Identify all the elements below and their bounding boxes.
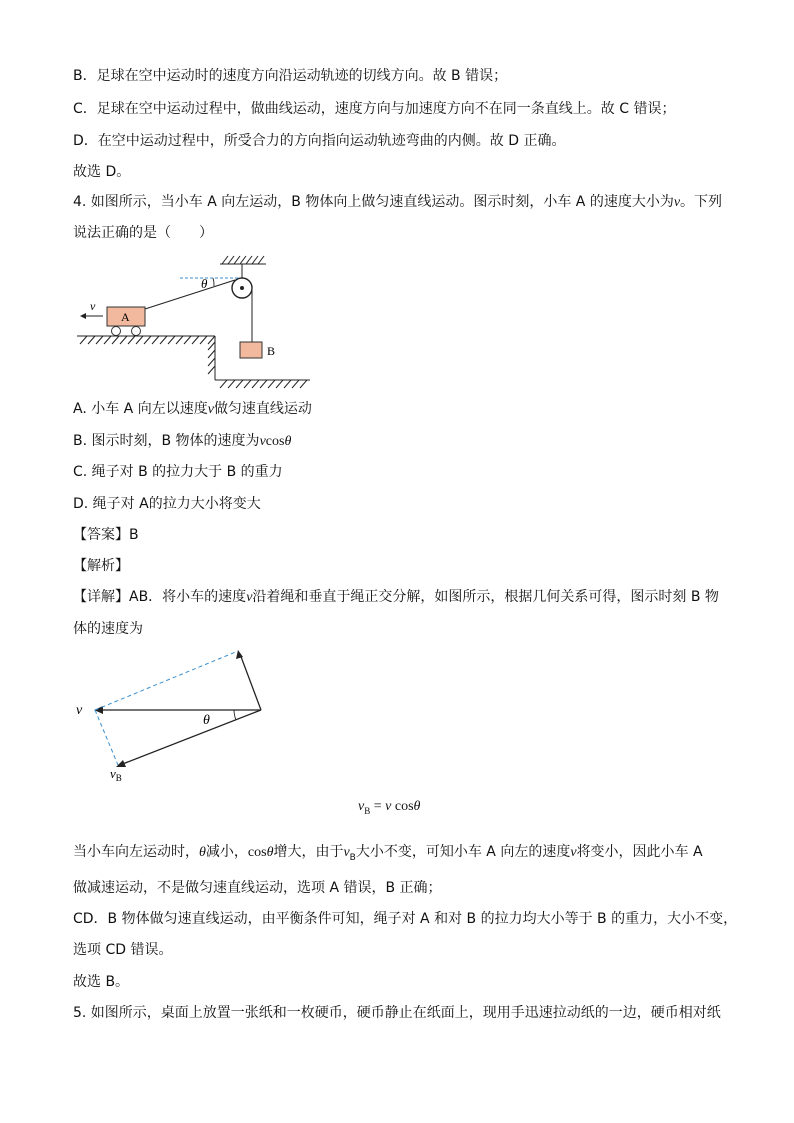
question-text: 4. 如图所示，当小车 A 向左运动，B 物体向上做匀速直线运动。图示时刻，小车 A 的速度大小为 — [73, 194, 674, 210]
analysis-line — [73, 556, 129, 576]
answer-value: B — [129, 527, 139, 543]
cos-text: cos — [247, 845, 267, 860]
option-c — [73, 462, 283, 482]
cart-wheel-right — [132, 327, 141, 336]
question-text-end: 。下列 — [680, 194, 723, 210]
explain-text: 增大，由于 — [273, 844, 344, 860]
vector-perpendicular — [240, 654, 261, 710]
var-theta: θ — [266, 845, 274, 860]
explain-text: 当小车向左运动时， — [73, 844, 199, 860]
var-theta: θ — [199, 845, 206, 860]
option-a — [73, 399, 312, 420]
detail-text-end: 沿着绳和垂直于绳正交分解，如图所示，根据几何关系可得，图示时刻 B 物 — [252, 589, 719, 605]
vector-vb — [120, 710, 261, 765]
question-5-line-1 — [73, 1003, 721, 1023]
detail-line-1 — [73, 587, 719, 608]
formula-theta: θ — [413, 799, 421, 814]
formula-lhs-sub: B — [364, 805, 371, 816]
formula-eq: = — [370, 799, 386, 814]
label-v: v — [76, 703, 83, 718]
var-theta: θ — [284, 434, 292, 449]
answer-line — [73, 525, 139, 545]
theta-label: θ — [203, 713, 210, 728]
explain-text: CD．B 物体做匀速直线运动，由平衡条件可知，绳子对 A 和对 B 的拉力均大小等于 B 的重力，大小不变， — [73, 911, 738, 927]
option-b-text: B. 图示时刻，B 物体的速度为 — [73, 433, 260, 449]
label-a: A — [121, 310, 130, 324]
var-v: v — [207, 402, 214, 417]
text-span: 故选 D。 — [73, 164, 131, 180]
question-text: 说法正确的是（ ） — [73, 225, 213, 241]
option-d-text: D. 绳子对 A的拉力大小将变大 — [73, 496, 261, 512]
figure-velocity-decomposition — [70, 645, 290, 785]
explain-line-2 — [73, 878, 442, 898]
explain-text: 做减速运动，不是做匀速直线运动，选项 A 错误，B 正确； — [73, 880, 442, 896]
explain-text: 将变小，因此小车 A — [576, 844, 703, 860]
label-b: B — [267, 344, 276, 358]
formula-vb — [358, 799, 420, 816]
cos-text: cos — [265, 434, 285, 449]
explain-text: 故选 B。 — [73, 974, 130, 990]
ceiling-hatch — [220, 256, 266, 264]
text-line-option-d-prev — [73, 131, 565, 151]
text-line-option-c-prev — [73, 99, 675, 119]
explain-line-3 — [73, 909, 737, 929]
formula-cos: cos — [391, 799, 414, 814]
theta-label: θ — [201, 276, 208, 291]
option-a-text-end: 做匀速直线运动 — [213, 401, 312, 417]
formula-v: v — [385, 799, 392, 814]
formula-lhs: v — [358, 799, 365, 814]
explain-text: 大小不变，可知小车 A 向左的速度 — [355, 844, 571, 860]
var-v: v — [673, 195, 681, 210]
option-d — [73, 494, 261, 514]
text-line-option-b-prev — [73, 66, 507, 86]
question-4-line-1 — [73, 192, 722, 213]
ground-hatch — [77, 336, 310, 388]
var-v: v — [570, 845, 577, 860]
option-c-text: C. 绳子对 B 的拉力大于 B 的重力 — [73, 464, 283, 480]
var-v: v — [259, 434, 266, 449]
explain-line-4 — [73, 940, 172, 960]
text-span: B．足球在空中运动时的速度方向沿运动轨迹的切线方向。故 B 错误； — [73, 68, 508, 84]
analysis-tag: 【解析】 — [73, 558, 129, 574]
detail-text: 体的速度为 — [73, 621, 143, 637]
dashed-parallelogram-left — [95, 710, 118, 765]
answer-tag: 【答案】 — [73, 527, 129, 543]
label-v: v — [90, 299, 96, 313]
var-v: v — [246, 590, 253, 605]
option-a-text: A. 小车 A 向左以速度 — [73, 401, 208, 417]
explain-text: 减小， — [205, 844, 248, 860]
label-vb: $v_B$ — [110, 766, 122, 783]
question-text: 5. 如图所示，桌面上放置一张纸和一枚硬币，硬币静止在纸面上，现用手迅速拉动纸的一边，硬币相对纸 — [73, 1005, 721, 1021]
detail-line-2 — [73, 619, 143, 639]
explain-text: 选项 CD 错误。 — [73, 942, 173, 958]
cart-wheel-left — [112, 327, 121, 336]
text-span: C．足球在空中运动过程中，做曲线运动，速度方向与加速度方向不在同一条直线上。故 C 错误； — [73, 101, 676, 117]
detail-text: 【详解】AB．将小车的速度 — [73, 589, 247, 605]
figure-cart-pulley — [70, 252, 330, 387]
dashed-parallelogram-top — [95, 651, 238, 710]
var-vb: v — [343, 845, 350, 860]
var-vb-sub: B — [349, 852, 356, 863]
text-line-choice-d — [73, 162, 130, 182]
theta-arc — [213, 278, 214, 286]
theta-arc — [234, 710, 236, 720]
block-b — [240, 342, 262, 358]
option-b — [73, 431, 291, 452]
explain-line-5 — [73, 972, 129, 992]
question-4-line-2 — [73, 223, 213, 243]
text-span: D．在空中运动过程中，所受合力的方向指向运动轨迹弯曲的内侧。故 D 正确。 — [73, 133, 566, 149]
rope-to-cart — [145, 280, 235, 309]
explain-line-1 — [73, 842, 703, 868]
